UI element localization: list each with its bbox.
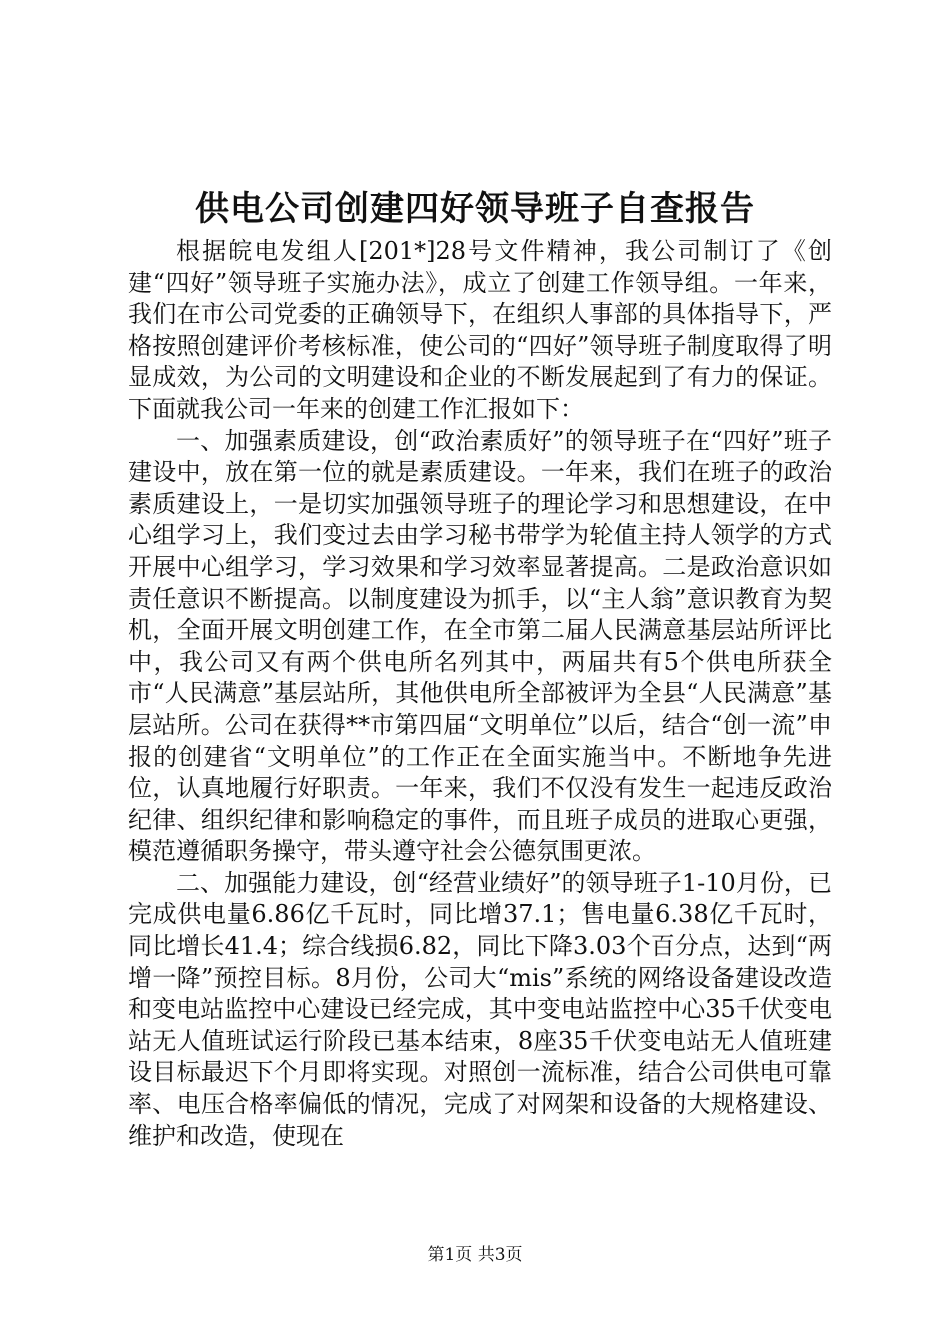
document-body <box>128 236 832 1152</box>
paragraph-capability-building: 二、加强能力建设，创“经营业绩好”的领导班子1-10月份，已完成供电量6.86亿千瓦时，同比增37.1；售电量6.38亿千瓦时，同比增长41.4；综合线损6.82，同比下降3.03个百分点，达到“两增一降”预控目标。8月份，公司大“mis”系统的网络设备建设改造和变电站监控中心建设已经完成，其中变电站监控中心35千伏变电站无人值班试运行阶段已基本结束，8座35千伏变电站无人值班建设目标最迟下个月即将实现。对照创一流标准，结合公司供电可靠率、电压合格率偏低的情况，完成了对网架和设备的大规格建设、维护和改造，使现在 <box>128 868 832 1150</box>
document-title: 供电公司创建四好领导班子自查报告 <box>195 189 755 229</box>
paragraph-intro: 根据皖电发组人[201*]28号文件精神，我公司制订了《创建“四好”领导班子实施办法》，成立了创建工作领导组。一年来，我们在市公司党委的正确领导下，在组织人事部的具体指导下，严格按照创建评价考核标准，使公司的“四好”领导班子制度取得了明显成效，为公司的文明建设和企业的不断发展起到了有力的保证。下面就我公司一年来的创建工作汇报如下： <box>128 237 832 423</box>
paragraph-quality-building: 一、加强素质建设，创“政治素质好”的领导班子在“四好”班子建设中，放在第一位的就是素质建设。一年来，我们在班子的政治素质建设上，一是切实加强领导班子的理论学习和思想建设，在中心组学习上，我们变过去由学习秘书带学为轮值主持人领学的方式开展中心组学习，学习效果和学习效率显著提高。二是政治意识如责任意识不断提高。以制度建设为抓手，以“主人翁”意识教育为契机，全面开展文明创建工作，在全市第二届人民满意基层站所评比中，我公司又有两个供电所名列其中，两届共有5个供电所获全市“人民满意”基层站所，其他供电所全部被评为全县“人民满意”基层站所。公司在获得**市第四届“文明单位”以后，结合“创一流”申报的创建省“文明单位”的工作正在全面实施当中。不断地争先进位，认真地履行好职责。一年来，我们不仅没有发生一起违反政治纪律、组织纪律和影响稳定的事件，而且班子成员的进取心更强，模范遵循职务操守，带头遵守社会公德氛围更浓。 <box>128 426 832 866</box>
page-footer: 第1页 共3页 <box>427 1245 523 1265</box>
